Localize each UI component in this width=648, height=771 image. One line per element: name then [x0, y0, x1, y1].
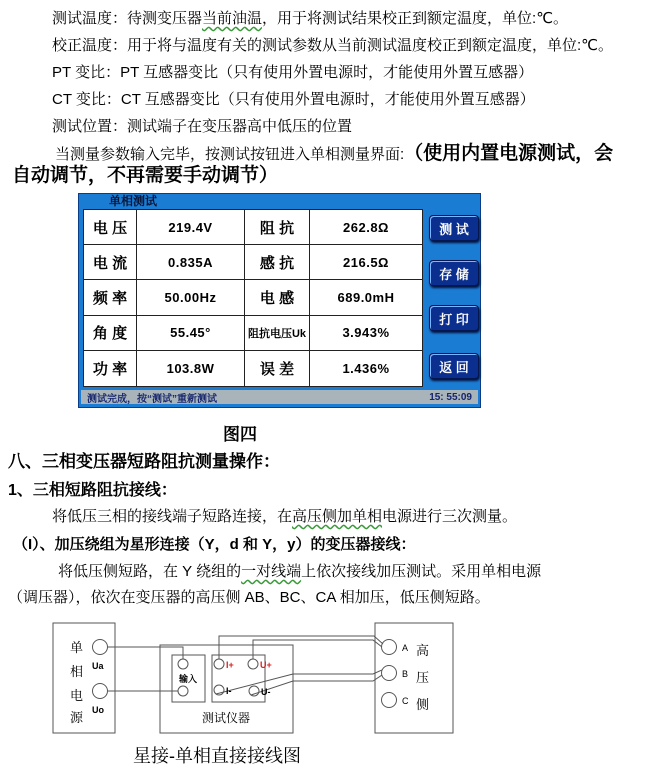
terminal-a — [382, 640, 397, 655]
def-test-temperature-post: ，用于将测试结果校正到额定温度，单位:℃。 — [262, 10, 569, 27]
def-ct-ratio: CT 变比：CT 互感器变比（只有使用外置电源时，才能使用外置互感器） — [52, 91, 535, 108]
input-label: 输入 — [178, 674, 198, 684]
row-label-reactance: 感 抗 — [245, 245, 310, 280]
u-plus-label: U+ — [260, 660, 272, 670]
ua-label: Ua — [92, 661, 104, 671]
row-label-voltage: 电 压 — [84, 210, 137, 245]
def-test-position: 测试位置：测试端子在变压器高中低压的位置 — [52, 118, 353, 135]
star-connection-heading: （I）、加压绕组为星形连接（Y，d 和 Y，y）的变压器接线： — [13, 536, 416, 553]
value-voltage: 219.4V — [137, 210, 245, 245]
wire-uminus-to-b — [251, 675, 382, 695]
row-label-power: 功 率 — [84, 351, 137, 386]
sub1-post-text: 电源进行三次测量。 — [382, 508, 518, 525]
test-button[interactable]: 测 试 — [429, 215, 479, 241]
status-clock: 15: 55:09 — [429, 391, 472, 403]
save-button[interactable]: 存 储 — [429, 260, 479, 286]
star-paragraph-line1 — [58, 560, 541, 581]
terminal-ua — [93, 640, 108, 655]
b-label: B — [402, 669, 409, 679]
instrument-label: 测试仪器 — [201, 711, 251, 725]
star-line1-post: 上依次接线加压测试。采用单相电源 — [301, 563, 542, 580]
value-impedance: 262.8Ω — [310, 210, 422, 245]
row-label-inductance: 电 感 — [245, 280, 310, 315]
device-status-bar — [81, 390, 478, 404]
terminal-c — [382, 693, 397, 708]
single-phase-source-box — [53, 623, 115, 733]
source-label-char: 源 — [70, 710, 84, 725]
i-minus-label: I- — [226, 686, 232, 696]
section8-heading: 八、三相变压器短路阻抗测量操作： — [8, 452, 280, 471]
intro-bold-note-end: 自动调节，不再需要手动调节） — [12, 165, 279, 186]
device-screen-title: 单相测试 — [109, 194, 158, 208]
row-label-current: 电 流 — [84, 245, 137, 280]
value-frequency: 50.00Hz — [137, 280, 245, 315]
a-label: A — [402, 643, 409, 653]
terminal-u-plus — [248, 659, 258, 669]
input-terminal-bottom — [178, 686, 188, 696]
input-terminal-top — [178, 659, 188, 669]
row-label-impedance-voltage-uk: 阻抗电压Uk — [245, 316, 310, 351]
def-test-temperature — [52, 7, 568, 28]
row-label-error: 误 差 — [245, 351, 310, 386]
wire-iminus-to-b — [216, 670, 382, 694]
u-minus-label: U- — [261, 687, 271, 697]
def-test-temperature-pre: 测试温度：待测变压器 — [52, 10, 203, 27]
sub1-pre-text: 将低压三相的接线端子短路连接，在 — [52, 508, 293, 525]
value-reactance: 216.5Ω — [310, 245, 422, 280]
wire-uplus-to-a — [253, 640, 382, 659]
source-label-char: 单 — [70, 640, 84, 655]
terminal-i-plus — [214, 659, 224, 669]
subsection1-paragraph — [52, 505, 517, 526]
spellcheck-wavy-text: 一对线端 — [241, 563, 302, 580]
wiring-diagram — [50, 618, 456, 745]
value-impedance-voltage-uk: 3.943% — [310, 316, 422, 351]
wiring-diagram-svg — [50, 618, 456, 740]
hv-label-char: 高 — [416, 643, 430, 658]
hv-label-char: 压 — [416, 670, 430, 685]
source-label-char: 电 — [70, 688, 84, 703]
back-button[interactable]: 返 回 — [429, 353, 479, 379]
def-pt-ratio: PT 变比：PT 互感器变比（只有使用外置电源时，才能使用外置互感器） — [52, 64, 534, 81]
c-label: C — [402, 696, 409, 706]
intro-bold-note-start: （使用内置电源测试，会 — [404, 143, 614, 164]
terminal-uo — [93, 684, 108, 699]
uo-label: Uo — [92, 705, 104, 715]
value-error: 1.436% — [342, 360, 390, 376]
row-label-frequency: 频 率 — [84, 280, 137, 315]
value-angle: 55.45° — [137, 316, 245, 351]
subsection1-heading: 1、三相短路阻抗接线： — [8, 482, 177, 499]
value-power: 103.8W — [137, 351, 245, 386]
diagram-caption: 星接-单相直接接线图 — [133, 746, 301, 766]
value-current: 0.835A — [137, 245, 245, 280]
star-paragraph-line2: （调压器），依次在变压器的高压侧 AB、BC、CA 相加压，低压侧短路。 — [8, 589, 490, 606]
intro-normal-text: 当测量参数输入完毕，按测试按钮进入单相测量界面: — [55, 146, 405, 163]
source-label-char: 相 — [70, 664, 84, 679]
value-inductance: 689.0mH — [310, 280, 422, 315]
star-line1-pre: 将低压侧短路，在 Y 绕组的 — [58, 563, 242, 580]
spellcheck-wavy-text: 高压侧加单相 — [292, 508, 383, 525]
device-screenshot — [78, 193, 481, 408]
figure4-caption: 图四 — [223, 425, 257, 444]
status-message: 测试完成，按“测试”重新测试 — [87, 393, 217, 405]
wire-iplus-to-a — [219, 636, 383, 659]
hv-label-char: 侧 — [416, 697, 430, 712]
terminal-b — [382, 666, 397, 681]
def-correction-temperature: 校正温度：用于将与温度有关的测试参数从当前测试温度校正到额定温度，单位:℃。 — [52, 37, 614, 54]
row-label-angle: 角 度 — [84, 316, 137, 351]
i-plus-label: I+ — [226, 660, 234, 670]
print-button[interactable]: 打 印 — [429, 305, 479, 331]
spellcheck-wavy-text: 当前油温 — [202, 10, 263, 27]
row-label-impedance: 阻 抗 — [245, 210, 310, 245]
measurement-table — [83, 209, 423, 387]
